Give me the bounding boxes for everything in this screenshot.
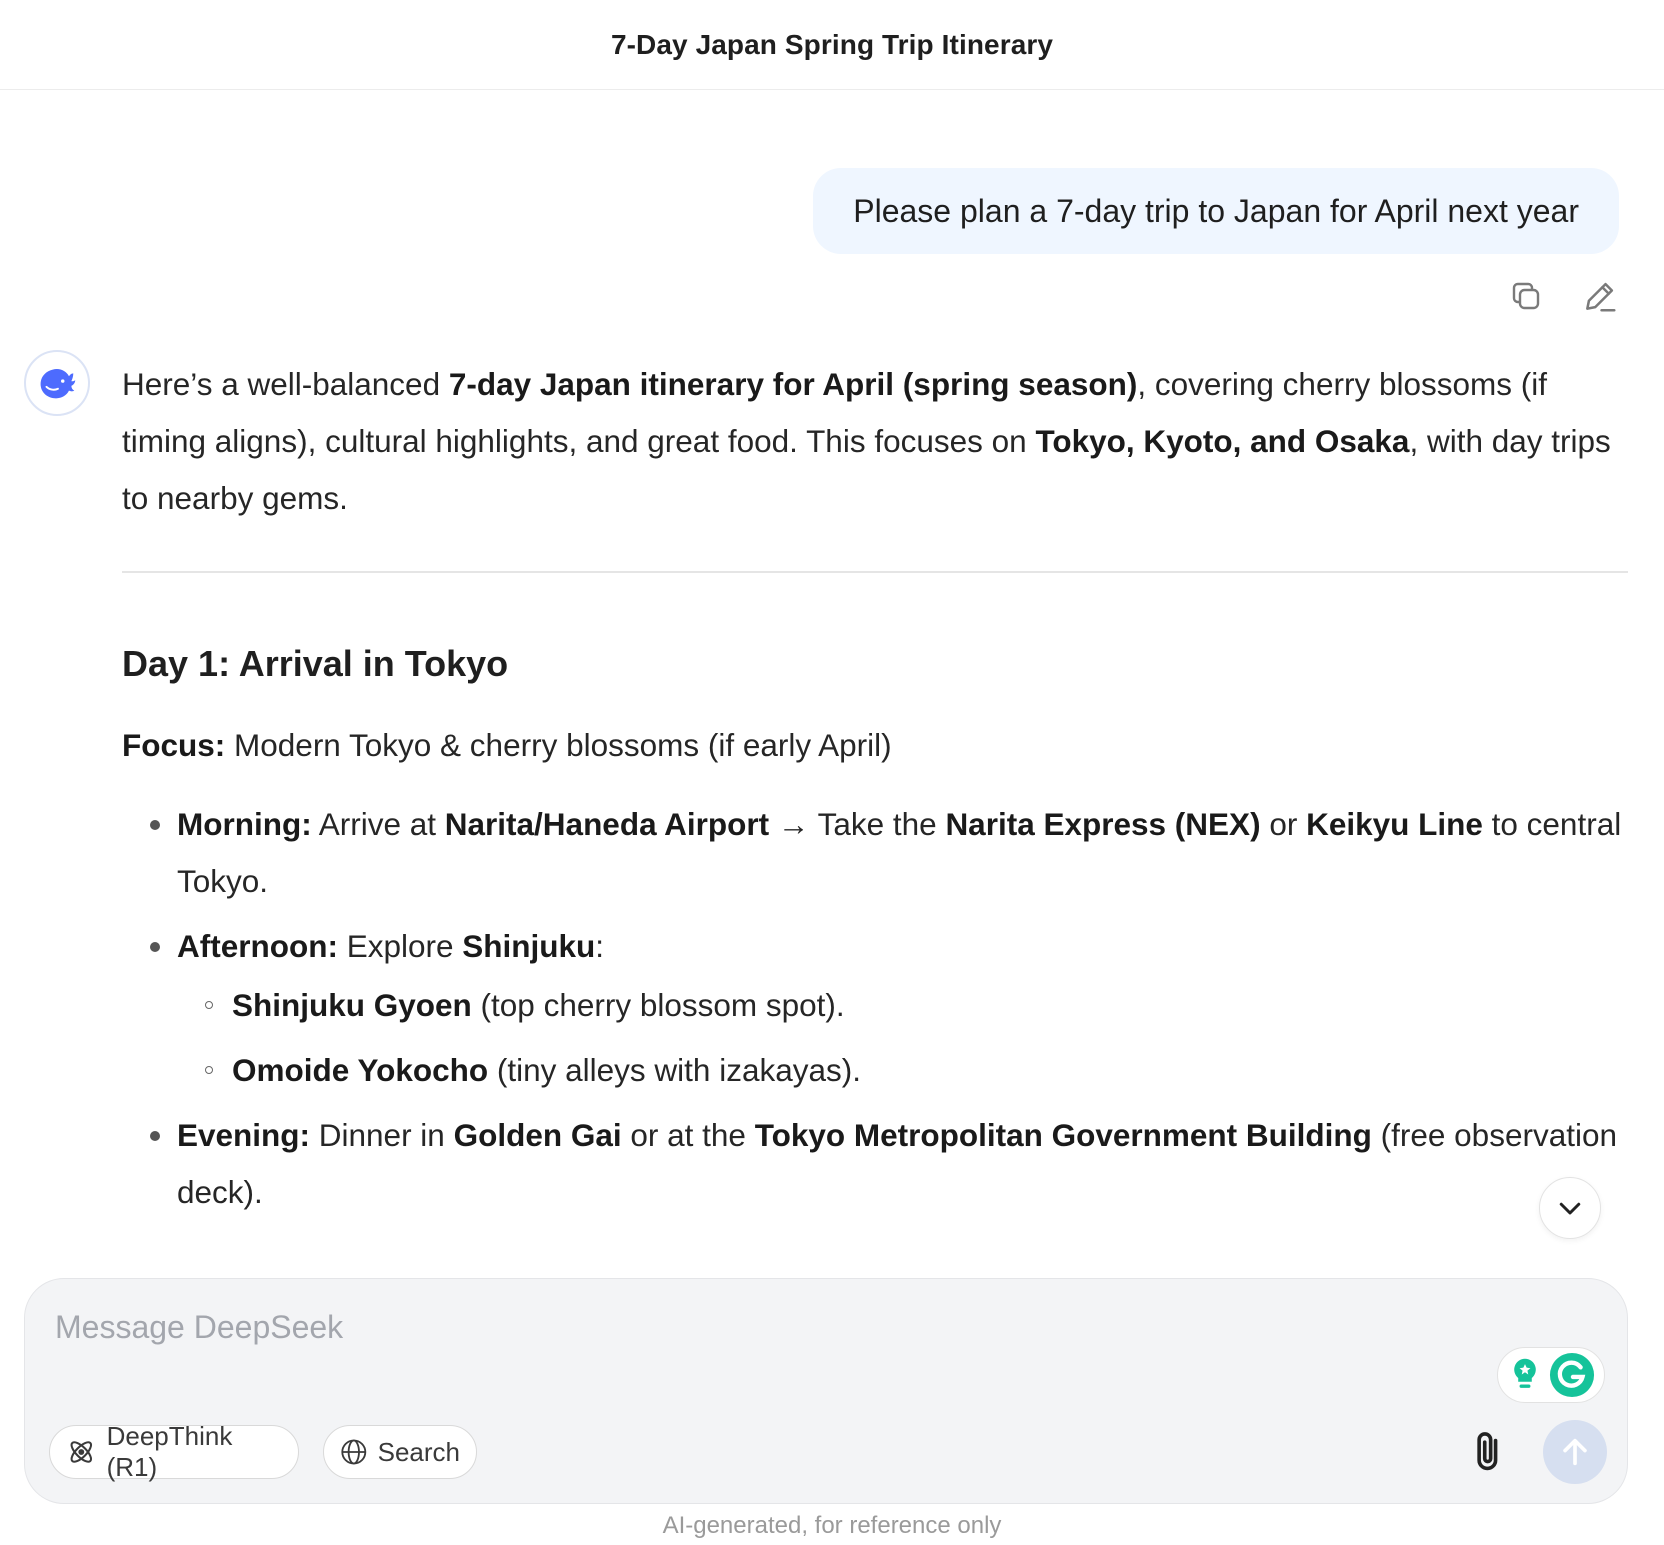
user-message-actions (1506, 276, 1620, 316)
subitem-bold: Omoide Yokocho (232, 1052, 489, 1088)
deepthink-label: DeepThink (R1) (106, 1421, 233, 1482)
morning-bold-2: Narita Express (NEX) (945, 806, 1261, 842)
evening-text-3: (free observation deck). (177, 1117, 1618, 1210)
subitem-bold: Shinjuku Gyoen (232, 987, 472, 1023)
evening-text-2: or at the (621, 1117, 755, 1153)
pencil-icon (1581, 277, 1619, 315)
subitem-text: (top cherry blossom spot). (471, 987, 845, 1023)
afternoon-label: Afternoon: (177, 928, 338, 964)
copy-button[interactable] (1506, 276, 1546, 316)
deepthink-toggle[interactable] (49, 1421, 299, 1482)
subitem-text: (tiny alleys with izakayas). (488, 1052, 861, 1088)
evening-bold-2: Tokyo Metropolitan Government Building (754, 1117, 1372, 1153)
sublist-item (232, 977, 1628, 1034)
evening-bold-1: Golden Gai (453, 1117, 622, 1153)
message-input[interactable] (53, 1299, 1357, 1355)
afternoon-bold-1: Shinjuku (462, 928, 596, 964)
grammarly-icon (1549, 1352, 1595, 1398)
atom-icon (66, 1436, 97, 1468)
morning-text-1: Arrive at (311, 806, 445, 842)
grammarly-widget[interactable] (1497, 1347, 1605, 1403)
copy-icon (1508, 278, 1544, 314)
assistant-avatar (24, 350, 90, 416)
evening-text-1: Dinner in (310, 1117, 454, 1153)
list-item-evening (177, 1107, 1628, 1221)
paperclip-icon (1469, 1429, 1509, 1475)
user-message-text: Please plan a 7-day trip to Japan for April next year (853, 192, 1579, 229)
list-item-morning (177, 796, 1628, 910)
morning-bold-1: Narita/Haneda Airport (444, 806, 770, 842)
ai-disclaimer: AI-generated, for reference only (662, 1512, 1002, 1539)
chat-header (0, 0, 1664, 90)
search-toggle[interactable] (323, 1425, 477, 1479)
focus-label: Focus: (122, 727, 226, 763)
morning-label: Morning: (177, 806, 312, 842)
arrow-up-icon (1558, 1435, 1592, 1469)
morning-text-3: or (1260, 806, 1307, 842)
afternoon-sublist (177, 977, 1628, 1099)
edit-button[interactable] (1580, 276, 1620, 316)
afternoon-text-1: Explore (337, 928, 463, 964)
evening-label: Evening: (177, 1117, 311, 1153)
day1-list (122, 796, 1628, 1221)
afternoon-text-2: : (595, 928, 605, 964)
section-divider (122, 571, 1628, 573)
chat-title: 7-Day Japan Spring Trip Itinerary (610, 28, 1054, 60)
intro-paragraph (122, 356, 1628, 527)
intro-text-1: Here’s a well-balanced (122, 366, 449, 402)
deepseek-whale-icon (34, 360, 80, 406)
intro-text-3: , with day trips to nearby gems. (122, 423, 1611, 516)
search-label: Search (377, 1436, 460, 1467)
chevron-down-icon (1555, 1193, 1585, 1223)
assistant-answer (122, 356, 1628, 1229)
sublist-item (232, 1042, 1628, 1099)
list-item-afternoon (177, 918, 1628, 1099)
day1-focus (122, 717, 1628, 774)
attach-button[interactable] (1462, 1425, 1516, 1479)
globe-icon (340, 1436, 368, 1468)
day1-heading: Day 1: Arrival in Tokyo (122, 643, 509, 684)
morning-text-4: to central Tokyo. (177, 806, 1622, 899)
lightbulb-icon (1508, 1356, 1542, 1394)
scroll-to-bottom-button[interactable] (1539, 1177, 1601, 1239)
user-message-bubble (813, 168, 1619, 254)
intro-bold-2: Tokyo, Kyoto, and Osaka (1035, 423, 1410, 459)
intro-bold-1: 7-day Japan itinerary for April (spring season) (448, 366, 1138, 402)
send-button[interactable] (1543, 1420, 1607, 1484)
message-composer (24, 1278, 1628, 1504)
focus-text: Modern Tokyo & cherry blossoms (if early April) (225, 727, 892, 763)
intro-text-2: , covering cherry blossoms (if timing aligns), cultural highlights, and great food. This focuses on (122, 366, 1547, 459)
morning-bold-3: Keikyu Line (1306, 806, 1483, 842)
morning-text-2: → Take the (769, 806, 946, 842)
